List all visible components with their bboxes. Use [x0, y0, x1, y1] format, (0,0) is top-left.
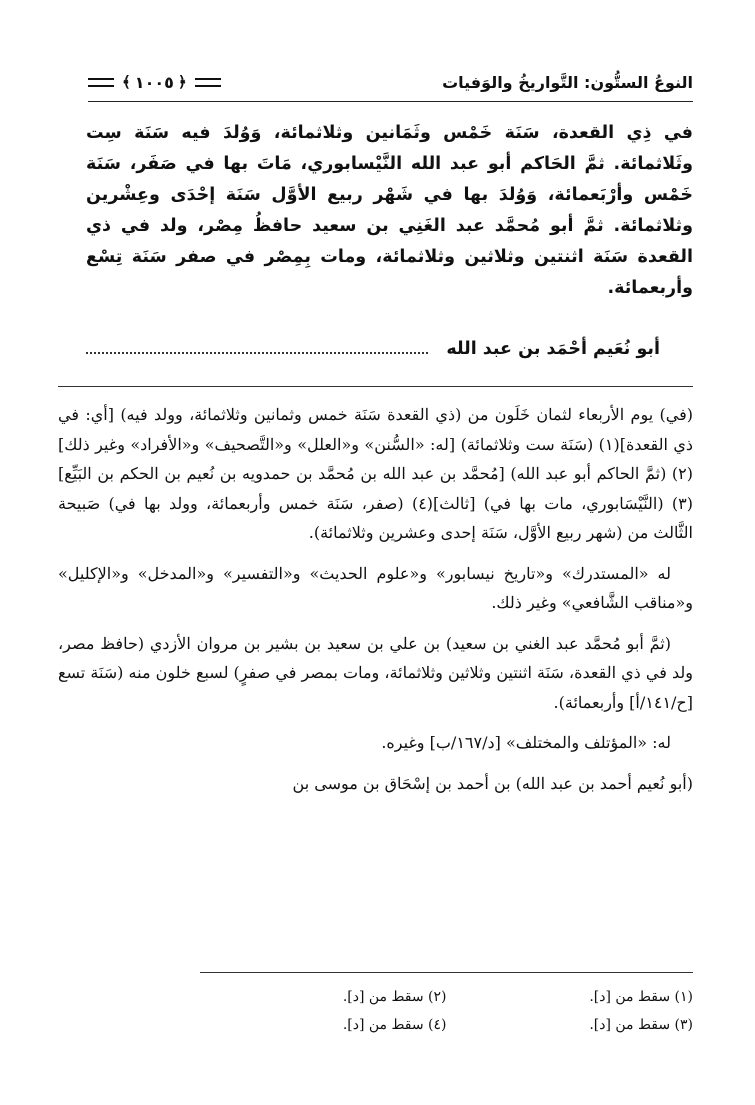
double-rule	[88, 78, 114, 87]
footnotes	[200, 986, 693, 1036]
double-rule	[195, 78, 221, 87]
ornament-right-icon: ﴿	[177, 73, 187, 91]
header-divider	[88, 101, 693, 102]
text-separator	[58, 386, 693, 387]
footnote: (٤) سقط من [د].	[342, 1017, 447, 1033]
main-text: في ذِي القعدة، سَنَة خَمْس وثَمَانين وثلاثمائة، وَوُلدَ فيه سَنَة سِت وثَلاثمائة. ثمَّ الحَاكم أبو عبد الله النَّيْسابوري، مَاتَ بها في صَفَر، سَنَة خَمْس وأرْبَعمائة، وَوُلدَ بها في شَهْر ربيع الأوَّل سَنَة إحْدَى وعِشْرين وثلاثمائة. ثمَّ أبو مُحمَّد عبد الغَنِي بن سعيد حافظُ مِصْر، ولد في ذي القعدة سَنَة اثنتين وثلاثين وثلاثمائة، ومات بِمِصْر في صفر سَنَة تِسْع وأربعمائة.	[86, 123, 693, 298]
footnote: (٢) سقط من [د].	[342, 989, 447, 1005]
commentary-paragraph: له: «المؤتلف والمختلف» [د/١٦٧/ب] وغيره.	[381, 733, 671, 752]
chapter-title: النوعُ الستُّون: التَّواريخُ والوَفيات	[442, 72, 693, 92]
footnote: (٣) سقط من [د].	[589, 1017, 693, 1033]
commentary-paragraph: (أبو نُعيم أحمد بن عبد الله) بن أحمد بن إسْحَاق بن موسى بن	[292, 773, 693, 793]
commentary-paragraph: (ثمَّ أبو مُحمَّد عبد الغني بن سعيد) بن علي بن سعيد بن بشير بن مروان الأزدي (حافظ مصر، ولد في ذي القعدة، سَنَة اثنتين وثلاثين وثلاثمائة، ومات بمصر في صفرٍ) لسبع خلون منه (سَنَة تسع [ح/١٤١/أ] وأربعمائة).	[58, 633, 693, 712]
ornament-left-icon: ﴾	[122, 73, 131, 91]
page-number-frame	[122, 73, 187, 92]
section-heading-text: أبو نُعَيم أحْمَد بن عبد الله	[446, 339, 660, 359]
page-number: ١٠٠٥	[134, 72, 174, 92]
section-heading	[86, 338, 660, 359]
commentary-paragraph: (في) يوم الأربعاء لثمان خَلَون من (ذي القعدة سَنَة خمس وثمانين وثلاثمائة، وولد فيه) [أي: في ذي القعدة](١) (سَنَة ست وثلاثمائة) [له: «السُّنن» و«العلل» و«التَّصحيف» و«الأفراد» وغير ذلك](٢) (ثمَّ الحاكم أبو عبد الله) [مُحمَّد بن عبد الله بن مُحمَّد بن حمدويه بن نُعيم بن الحكم بن البَيِّع](٣) (النَّيْسَابوري، مات بها في) [ثالث](٤) (صفر، سَنَة خمس وأربعمائة، وولد بها في) صَبيحة الثَّالث من (شهر ربيع الأوَّل، سَنَة إحدى وعشرين وثلاثمائة).	[58, 405, 694, 542]
page-number-group	[88, 73, 221, 92]
footnote: (١) سقط من [د].	[589, 989, 693, 1005]
dotted-leader	[86, 338, 428, 354]
commentary-paragraph: له «المستدرك» و«تاريخ نيسابور» و«علوم الحديث» و«التفسير» و«المدخل» و«الإكليل» و«مناقب الشَّافعي» وغير ذلك.	[58, 563, 693, 612]
footnote-divider	[200, 972, 693, 973]
running-header	[88, 62, 693, 102]
commentary	[58, 400, 693, 809]
